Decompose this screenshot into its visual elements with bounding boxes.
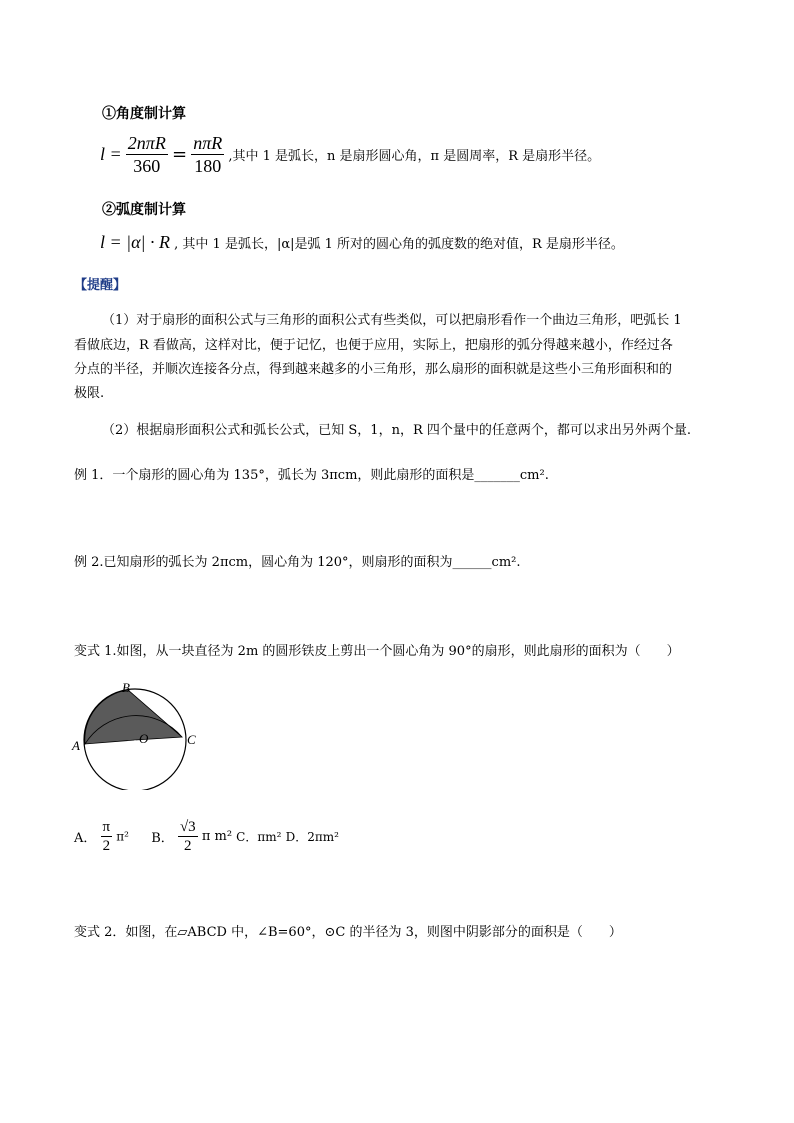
- formula1-equals: =: [171, 144, 188, 165]
- formula1-frac2-numerator: nπR: [193, 133, 223, 153]
- section2-heading: ②弧度制计算: [102, 202, 186, 218]
- formula1-frac1-numerator: 2nπR: [127, 133, 166, 153]
- formula1-lhs: l =: [100, 144, 122, 164]
- section1-heading: ①角度制计算: [102, 106, 186, 122]
- formula1-frac1-denominator: 360: [133, 156, 161, 176]
- tip-paragraph2: （2）根据扇形面积公式和弧长公式，已知 S，1，n，R 四个量中的任意两个，都可以求出另外两个量.: [102, 423, 692, 438]
- option-A-denominator: 2: [102, 838, 111, 854]
- example2: 例 2.已知扇形的弧长为 2πcm，圆心角为 120°，则扇形的面积为______cm².: [74, 555, 521, 570]
- variant1-question: 变式 1.如图，从一块直径为 2m 的圆形铁皮上剪出一个圆心角为 90°的扇形，则此扇形的面积为（ ）: [74, 644, 680, 659]
- tip-paragraph1-line3: 分点的半径，并顺次连接各分点，得到越来越多的小三角形，那么扇形的面积就是这些小三角形面积和的: [74, 362, 673, 377]
- option-A-numerator: π: [102, 819, 111, 835]
- sector-figure: [72, 680, 210, 794]
- option-A-label[interactable]: A．: [74, 831, 97, 846]
- formula2-description: , 其中 1 是弧长，|α|是弧 1 所对的圆心角的弧度数的绝对值，R 是扇形半径。: [174, 237, 624, 252]
- arc-length-formula-degree: [100, 132, 600, 177]
- option-C[interactable]: C．πm²: [236, 830, 282, 844]
- formula2-math: l = |α| · R: [100, 232, 170, 252]
- label-O: O: [139, 731, 149, 746]
- option-B-numerator: √3: [179, 819, 196, 835]
- variant2-question: 变式 2．如图，在▱ABCD 中，∠B=60°，⊙C 的半径为 3，则图中阴影部分的面积是（ ）: [74, 925, 622, 940]
- formula1-fraction2: [191, 132, 224, 177]
- option-A-fraction: [101, 818, 113, 855]
- tip-paragraph1-line1: （1）对于扇形的面积公式与三角形的面积公式有些类似，可以把扇形看作一个曲边三角形，吧弧长 1: [102, 313, 682, 328]
- option-D[interactable]: D．2πm²: [285, 830, 339, 844]
- formula1-fraction1: [126, 132, 168, 177]
- option-B-label[interactable]: B．: [151, 831, 174, 846]
- option-B-fraction: [178, 818, 198, 855]
- option-B-denominator: 2: [184, 838, 192, 854]
- center-point: [133, 740, 137, 744]
- variant1-options: [74, 818, 339, 855]
- label-A: A: [72, 738, 80, 753]
- label-B: B: [122, 680, 130, 695]
- tip-paragraph1-line4: 极限.: [74, 386, 105, 401]
- formula1-frac2-denominator: 180: [194, 156, 222, 176]
- option-B-unit: π m²: [201, 829, 233, 844]
- example1: 例 1．一个扇形的圆心角为 135°，弧长为 3πcm，则此扇形的面积是_______cm².: [74, 468, 549, 483]
- arc-length-formula-radian: [100, 232, 624, 253]
- option-A-unit: π²: [116, 829, 129, 844]
- tip-paragraph1-line2: 看做底边，R 看做高，这样对比，便于记忆，也便于应用，实际上，把扇形的弧分得越来越小，作经过各: [74, 338, 673, 353]
- formula1-description: ,其中 1 是弧长，n 是扇形圆心角，π 是圆周率，R 是扇形半径。: [228, 149, 601, 164]
- tip-label: 【提醒】: [74, 278, 127, 293]
- label-C: C: [187, 732, 196, 747]
